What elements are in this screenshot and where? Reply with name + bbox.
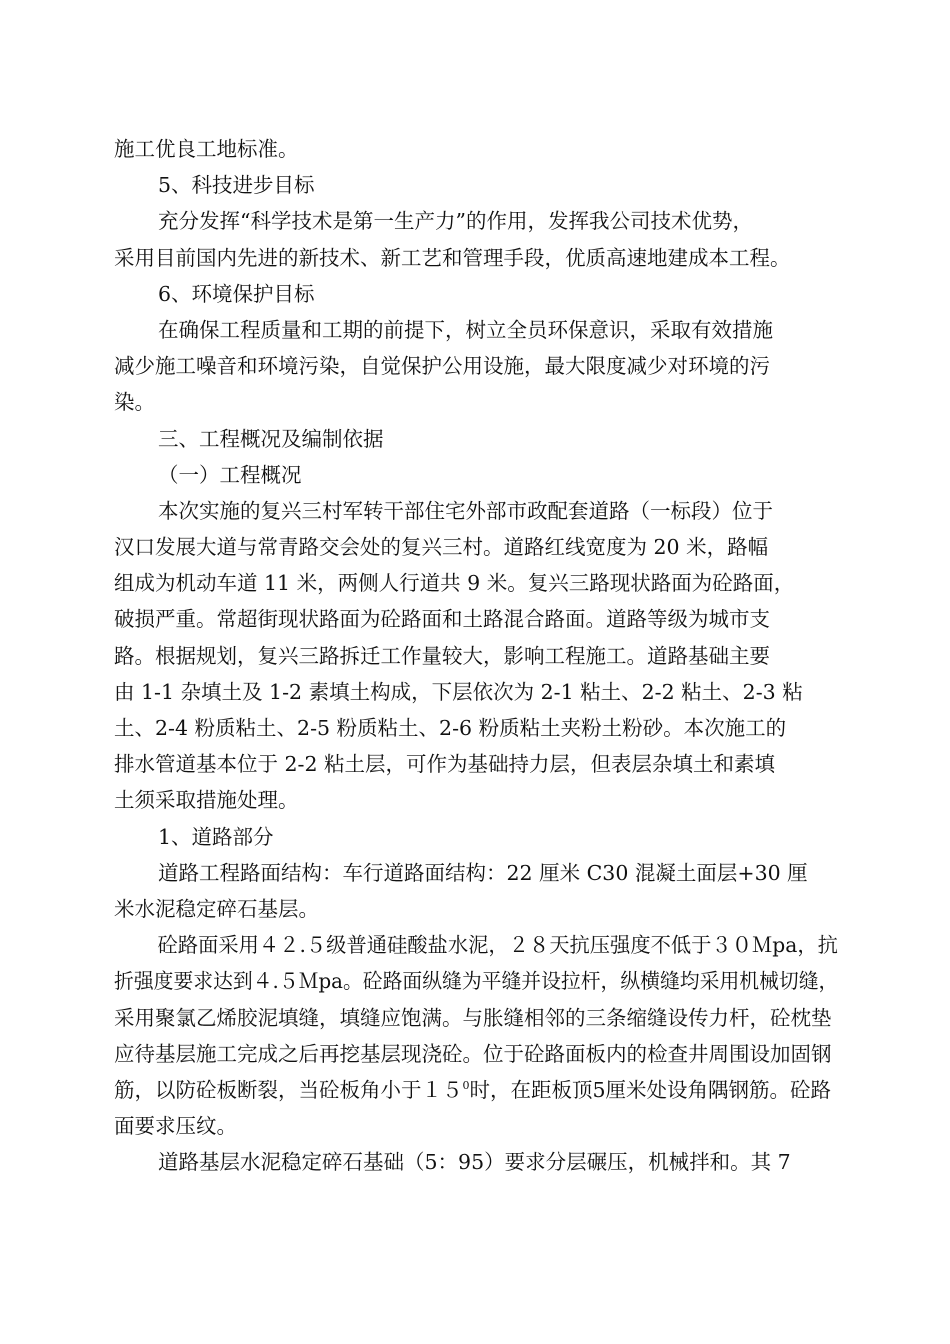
text-line: 采用聚氯乙烯胶泥填缝，填缝应饱满。与胀缝相邻的三条缩缝设传力杆，砼枕垫 xyxy=(114,1005,832,1030)
chapter-heading: 三、工程概况及编制依据 xyxy=(158,426,384,451)
text-line: 充分发挥“科学技术是第一生产力”的作用，发挥我公司技术优势， xyxy=(158,209,753,234)
text-segment: 筋，以防砼板断裂，当砼板角小于１５ xyxy=(114,1077,463,1102)
text-line: 折强度要求达到４.５Ｍpa。砼路面纵缝为平缝并设拉杆，纵横缝均采用机械切缝， xyxy=(114,969,839,994)
text-line: 破损严重。常超街现状路面为砼路面和土路混合路面。道路等级为城市支 xyxy=(114,607,770,632)
text-line: 土、2-4 粉质粘土、2-5 粉质粘土、2-6 粉质粘土夹粉土粉砂。本次施工的 xyxy=(114,716,787,740)
section-heading: 1、道路部分 xyxy=(158,824,274,849)
text-line: 排水管道基本位于 2-2 粘土层，可作为基础持力层，但表层杂填土和素填 xyxy=(114,752,776,777)
degree-superscript: 0 xyxy=(462,1079,470,1093)
text-line-with-superscript xyxy=(114,1072,838,1108)
section-heading: 5、科技进步目标 xyxy=(158,173,315,198)
text-line: 米水泥稳定碎石基层。 xyxy=(114,896,319,921)
text-line: 采用目前国内先进的新技术、新工艺和管理手段，优质高速地建成本工程。 xyxy=(114,245,791,270)
text-line: 土须采取措施处理。 xyxy=(114,788,299,813)
text-line: 染。 xyxy=(114,390,155,415)
text-line: 本次实施的复兴三村军转干部住宅外部市政配套道路（一标段）位于 xyxy=(158,498,773,523)
text-line: 砼路面采用４２.５级普通硅酸盐水泥，２８天抗压强度不低于３０Ｍpa，抗 xyxy=(157,933,838,958)
text-line: 应待基层施工完成之后再挖基层现浇砼。位于砼路面板内的检查井周围设加固钢 xyxy=(114,1041,832,1066)
text-line: 道路基层水泥稳定碎石基础（5：95）要求分层碾压，机械拌和。其 7 xyxy=(158,1150,791,1175)
text-line: 路。根据规划，复兴三路拆迁工作量较大，影响工程施工。道路基础主要 xyxy=(114,643,770,668)
text-line: 减少施工噪音和环境污染，自觉保护公用设施，最大限度减少对环境的污 xyxy=(114,354,770,379)
text-line: 面要求压纹。 xyxy=(114,1114,237,1139)
text-line: 汉口发展大道与常青路交会处的复兴三村。道路红线宽度为 20 米，路幅 xyxy=(114,535,769,560)
text-line: 道路工程路面结构：车行道路面结构：22 厘米 C30 混凝土面层+30 厘 xyxy=(158,860,808,885)
subsection-heading: （一）工程概况 xyxy=(158,462,302,487)
document-body xyxy=(114,131,838,1180)
section-heading: 6、环境保护目标 xyxy=(158,281,315,306)
text-line: 组成为机动车道 11 米，两侧人行道共 9 米。复兴三路现状路面为砼路面， xyxy=(114,571,795,596)
text-line: 在确保工程质量和工期的前提下，树立全员环保意识，采取有效措施 xyxy=(158,317,773,342)
text-line: 由 1-1 杂填土及 1-2 素填土构成，下层依次为 2-1 粘土、2-2 粘土、2-3 粘 xyxy=(114,679,803,704)
text-segment: 时，在距板顶5厘米处设角隅钢筋。砼路 xyxy=(469,1077,832,1102)
text-line: 施工优良工地标准。 xyxy=(114,137,299,161)
